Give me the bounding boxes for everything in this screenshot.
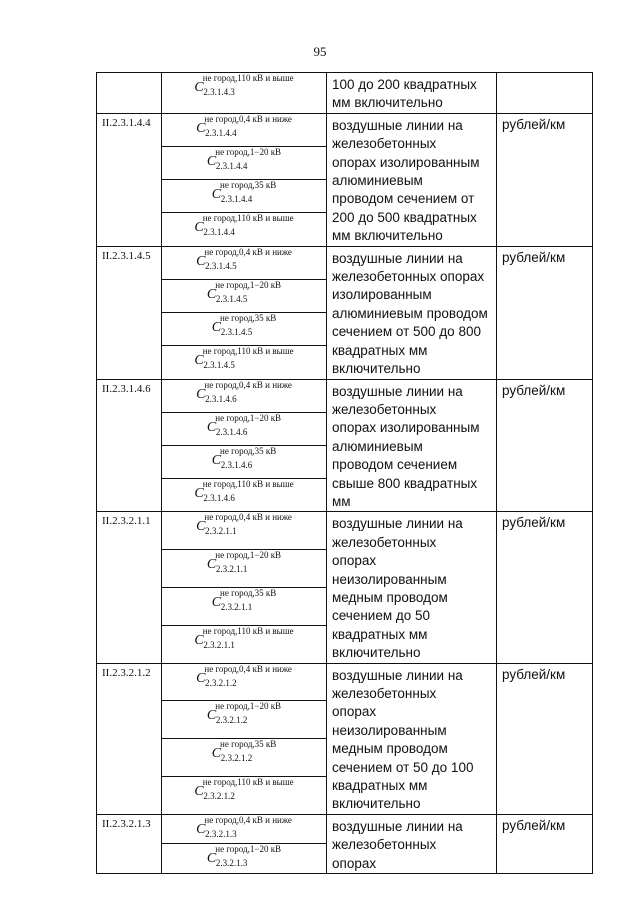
table-row (97, 73, 593, 114)
formula (206, 844, 282, 869)
formula-cell (162, 73, 327, 114)
formula-subscript: 2.3.2.1.1 (215, 564, 248, 575)
formula-subscript: 2.3.1.4.6 (203, 493, 235, 504)
formula-superscript: не город,1−20 кВ (215, 844, 282, 855)
formula (196, 248, 292, 269)
formula-cell (162, 313, 327, 346)
formula-subscript: 2.3.1.4.5 (220, 327, 253, 338)
page-number: 95 (313, 44, 327, 59)
table-row (97, 814, 593, 844)
formula-superscript: не город,0,4 кВ и ниже (204, 814, 292, 825)
formula-cell (162, 412, 327, 445)
formula-subscript: 2.3.1.4.6 (205, 393, 237, 404)
formula-subscript: 2.3.2.1.2 (203, 791, 235, 802)
row-code: II.2.3.2.1.3 (97, 814, 162, 873)
formula-symbol: C (206, 557, 217, 573)
row-description-text: воздушные линии на железобетонных опорах (332, 818, 463, 871)
formula-superscript: не город,1−20 кВ (215, 279, 282, 290)
formula-superscript: не город,0,4 кВ и ниже (204, 246, 292, 257)
row-description (327, 73, 497, 114)
formula (194, 777, 294, 802)
row-description (327, 113, 497, 246)
formula-symbol: C (194, 632, 204, 648)
formula-superscript: не город,0,4 кВ и ниже (204, 113, 292, 124)
formula (196, 115, 292, 136)
formula-superscript: не город,1−20 кВ (215, 412, 282, 423)
row-description-text: воздушные линии на железобетонных опорах изолированным алюминиевым проводом сечением от 200 до 500 квадратных мм включительно (332, 117, 480, 244)
formula-superscript: не город,110 кВ и выше (202, 213, 294, 224)
row-unit: рублей/км (497, 814, 593, 873)
formula-subscript: 2.3.1.4.4 (205, 127, 237, 138)
formula-subscript: 2.3.2.1.2 (215, 715, 248, 726)
formula (194, 627, 293, 648)
formula (194, 346, 294, 371)
formula-cell (162, 512, 327, 550)
formula-subscript: 2.3.2.1.2 (220, 753, 253, 764)
formula (212, 589, 277, 610)
formula-superscript: не город,1−20 кВ (215, 701, 282, 712)
formula-cell (162, 379, 327, 412)
formula (206, 550, 282, 575)
row-unit: рублей/км (497, 379, 593, 512)
table-row (97, 512, 593, 550)
formula-symbol: C (211, 452, 222, 468)
formula-superscript: не город,1−20 кВ (215, 147, 282, 158)
formula-superscript: не город,35 кВ (220, 313, 277, 324)
formula-superscript: не город,0,4 кВ и ниже (204, 512, 292, 523)
formula-symbol: C (206, 708, 217, 724)
formula-subscript: 2.3.2.1.2 (205, 677, 237, 688)
table-row (97, 663, 593, 701)
formula-symbol: C (194, 784, 204, 800)
formula-subscript: 2.3.1.4.4 (203, 227, 235, 238)
row-code (97, 73, 162, 114)
formula-superscript: не город,35 кВ (220, 739, 277, 750)
formula-superscript: не город,1−20 кВ (215, 550, 282, 561)
formula-cell (162, 739, 327, 777)
formula (196, 816, 292, 837)
formula-cell (162, 213, 327, 246)
formula (212, 447, 277, 468)
row-code: II.2.3.1.4.6 (97, 379, 162, 512)
formula-cell (162, 663, 327, 701)
row-code: II.2.3.2.1.1 (97, 512, 162, 663)
row-description (327, 663, 497, 814)
row-description (327, 512, 497, 663)
table-row (97, 379, 593, 412)
formula-cell (162, 550, 327, 588)
formula-superscript: не город,110 кВ и выше (202, 73, 294, 83)
formula (194, 213, 294, 238)
row-unit (497, 73, 593, 114)
formula-subscript: 2.3.2.1.1 (203, 639, 235, 650)
formula (206, 147, 282, 172)
formula-superscript: не город,35 кВ (220, 180, 277, 191)
row-description-text: воздушные линии на железобетонных опорах неизолированным медным проводом сечением от 50 до 100 квадратных мм включительно (332, 667, 474, 812)
row-description (327, 379, 497, 512)
formula (196, 512, 292, 537)
row-unit: рублей/км (497, 663, 593, 814)
formula (207, 281, 281, 302)
formula-symbol: C (206, 419, 217, 435)
formula-superscript: не город,110 кВ и выше (202, 479, 294, 490)
formula-symbol: C (194, 80, 204, 95)
formula-cell (162, 479, 327, 512)
row-description (327, 246, 497, 379)
formula (194, 74, 293, 95)
formula-subscript: 2.3.2.1.3 (205, 828, 237, 839)
row-code: II.2.3.1.4.4 (97, 113, 162, 246)
formula-symbol: C (196, 386, 206, 402)
formula (207, 414, 281, 435)
formula-subscript: 2.3.1.4.5 (205, 260, 237, 271)
formula-symbol: C (196, 670, 206, 686)
formula-cell (162, 246, 327, 279)
formula-symbol: C (211, 746, 222, 762)
row-code: II.2.3.1.4.5 (97, 246, 162, 379)
formula-cell (162, 279, 327, 312)
formula-symbol: C (194, 220, 204, 236)
formula-cell (162, 113, 327, 146)
formula-superscript: не город,0,4 кВ и ниже (204, 663, 292, 674)
formula-subscript: 2.3.1.4.6 (215, 426, 248, 437)
formula-subscript: 2.3.2.1.1 (220, 601, 253, 612)
formula-cell (162, 180, 327, 213)
formula (211, 180, 277, 205)
formula-cell (162, 814, 327, 844)
formula-subscript: 2.3.1.4.4 (220, 194, 253, 205)
row-unit: рублей/км (497, 512, 593, 663)
row-unit: рублей/км (497, 113, 593, 246)
formula-symbol: C (194, 486, 204, 502)
formula-symbol: C (206, 851, 217, 867)
formula-symbol: C (194, 353, 204, 369)
formula-subscript: 2.3.1.4.3 (203, 87, 235, 97)
formula-symbol: C (196, 120, 206, 136)
row-description (327, 814, 497, 873)
formula-superscript: не город,110 кВ и выше (202, 777, 294, 788)
table-row (97, 246, 593, 279)
formula-cell (162, 625, 327, 663)
formula-superscript: не город,35 кВ (220, 587, 277, 598)
formula-symbol: C (196, 253, 206, 269)
formula-cell (162, 346, 327, 379)
formula-subscript: 2.3.1.4.4 (215, 161, 248, 172)
formula (211, 739, 277, 764)
formula-subscript: 2.3.1.4.5 (203, 360, 235, 371)
formula-symbol: C (196, 519, 206, 535)
formula-symbol: C (211, 594, 222, 610)
formula-subscript: 2.3.2.1.1 (205, 526, 237, 537)
formula-cell (162, 777, 327, 815)
formula (196, 665, 292, 686)
formula-symbol: C (211, 187, 222, 203)
row-description-text: воздушные линии на железобетонных опорах неизолированным медным проводом сечением до 50 квадратных мм включительно (332, 516, 463, 661)
formula (196, 381, 292, 402)
tariff-table (96, 72, 593, 874)
row-unit: рублей/км (497, 246, 593, 379)
formula (206, 701, 282, 726)
formula-superscript: не город,110 кВ и выше (202, 346, 294, 357)
formula-symbol: C (211, 320, 222, 336)
row-code: II.2.3.2.1.2 (97, 663, 162, 814)
formula-subscript: 2.3.1.4.5 (215, 293, 248, 304)
formula-subscript: 2.3.1.4.6 (220, 459, 253, 470)
table-row (97, 113, 593, 146)
formula-cell (162, 445, 327, 478)
formula-subscript: 2.3.2.1.3 (215, 858, 248, 869)
formula-symbol: C (206, 154, 217, 170)
formula-cell (162, 147, 327, 180)
formula (194, 479, 294, 504)
row-description-text: воздушные линии на железобетонных опорах изолированным алюминиевым проводом сечением от 500 до 800 квадратных мм включительно (332, 250, 488, 377)
formula-superscript: не город,35 кВ (220, 445, 277, 456)
formula-superscript: не город,110 кВ и выше (202, 625, 294, 636)
formula-cell (162, 844, 327, 874)
formula-cell (162, 587, 327, 625)
formula-symbol: C (206, 286, 217, 302)
row-description-text: воздушные линии на железобетонных опорах изолированным алюминиевым проводом сечением свыше 800 квадратных мм (332, 383, 480, 509)
formula (211, 313, 277, 338)
formula-superscript: не город,0,4 кВ и ниже (204, 379, 292, 390)
formula-cell (162, 701, 327, 739)
formula-symbol: C (196, 821, 206, 837)
row-description-text: 100 до 200 квадратных мм включительно (332, 77, 477, 111)
